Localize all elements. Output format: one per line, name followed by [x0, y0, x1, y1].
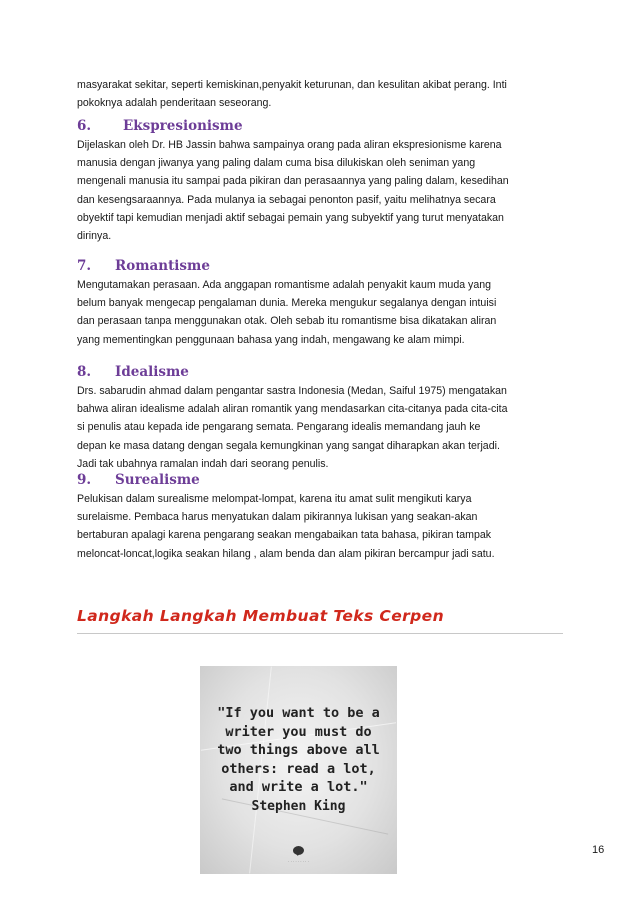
- section-title: Idealisme: [115, 364, 189, 380]
- section-number: 8.: [77, 364, 92, 380]
- section-title: Surealisme: [115, 472, 200, 488]
- quote-line: two things above all: [217, 742, 380, 758]
- text-line: Drs. sabarudin ahmad dalam pengantar sastra Indonesia (Medan, Saiful 1975) mengatakan: [77, 385, 507, 397]
- text-line: surelaisme. Pembaca harus menyatukan dalam pikirannya lukisan yang seakan-akan: [77, 511, 478, 524]
- quote-author: Stephen King: [251, 799, 346, 814]
- section-number: 7.: [77, 258, 92, 274]
- section-number: 9.: [77, 472, 92, 488]
- text-line: Dijelaskan oleh Dr. HB Jassin bahwa sampainya orang pada aliran ekspresionisme karena: [77, 139, 502, 151]
- text-line: dan kesengsaraannya. Pada mulanya ia sebagai penonton pasif, yaitu melihatnya secara: [77, 193, 496, 206]
- section-heading-idealisme: [77, 364, 189, 380]
- section-paragraph-idealisme: [77, 382, 565, 473]
- text-line: meloncat-loncat,logika seakan hilang , alam benda dan alam pikiran bercampur jadi satu.: [77, 547, 495, 560]
- text-line: Jadi tak ubahnya ramalan indah dari seorang penulis.: [77, 457, 329, 470]
- text-line: depan ke masa datang dengan segala kemungkinan yang sangat diharapkan akan terjadi.: [77, 439, 500, 452]
- text-line: Pelukisan dalam surealisme melompat-lompat, karena itu amat sulit mengikuti karya: [77, 493, 472, 505]
- intro-paragraph: [77, 76, 565, 112]
- section-paragraph-surealisme: [77, 490, 565, 563]
- text-line: yang mementingkan penggunaan bahasa yang indah, mengawang ke alam mimpi.: [77, 333, 465, 346]
- title-divider: [77, 633, 563, 634]
- section-title: Romantisme: [115, 258, 210, 274]
- text-line: mengenali manusia itu sampai pada pikiran dan perasaannya yang paling dalam, kesedihan: [77, 175, 509, 188]
- poster-footer-mark: · · · · · · · · ·: [288, 859, 309, 864]
- section-paragraph-ekspresionisme: [77, 136, 565, 245]
- section-heading-ekspresionisme: [77, 118, 243, 134]
- text-line: manusia dengan jiwanya yang paling dalam cuma bisa dilukiskan oleh seniman yang: [77, 157, 476, 170]
- text-line: obyektif tapi kemudian menjadi aktif sebagai pemain yang subyektif yang turut menyatakan: [77, 211, 504, 224]
- poster-quote: [200, 704, 397, 797]
- text-line: belum banyak mengecap pengalaman dunia. Mereka mengukur segalanya dengan intuisi: [77, 297, 497, 310]
- chapter-title: Langkah Langkah Membuat Teks Cerpen: [77, 607, 445, 625]
- quote-line: and write a lot.": [229, 779, 368, 795]
- speech-bubble-icon: [293, 846, 304, 855]
- quote-poster-image: [200, 666, 397, 874]
- section-number: 6.: [77, 118, 92, 134]
- text-line: bahwa aliran idealisme adalah aliran romantik yang mendasarkan cita-citanya pada cita-cita: [77, 403, 508, 416]
- page-number: 16: [592, 844, 605, 856]
- section-heading-romantisme: [77, 258, 210, 274]
- section-title: Ekspresionisme: [123, 118, 243, 134]
- section-paragraph-romantisme: [77, 276, 565, 349]
- text-line: Mengutamakan perasaan. Ada anggapan romantisme adalah penyakit kaum muda yang: [77, 279, 492, 291]
- quote-line: others: read a lot,: [221, 760, 376, 777]
- text-line: dirinya.: [77, 230, 112, 243]
- text-line: bertaburan apalagi karena pengarang seakan mengabaikan tata bahasa, pikiran tampak: [77, 529, 492, 542]
- section-heading-surealisme: [77, 472, 200, 488]
- quote-line: "If you want to be a: [217, 705, 380, 721]
- text-line: pokoknya adalah penderitaan seseorang.: [77, 97, 272, 110]
- quote-line: writer you must do: [225, 723, 372, 740]
- text-line: si penulis atau kepada ide pengarang semata. Pengarang idealis memandang jauh ke: [77, 421, 481, 434]
- text-line: masyarakat sekitar, seperti kemiskinan,penyakit keturunan, dan kesulitan akibat perang. Inti: [77, 79, 507, 91]
- text-line: dan perasaan tanpa menggunakan otak. Oleh sebab itu romantisme bisa dikatakan aliran: [77, 315, 497, 328]
